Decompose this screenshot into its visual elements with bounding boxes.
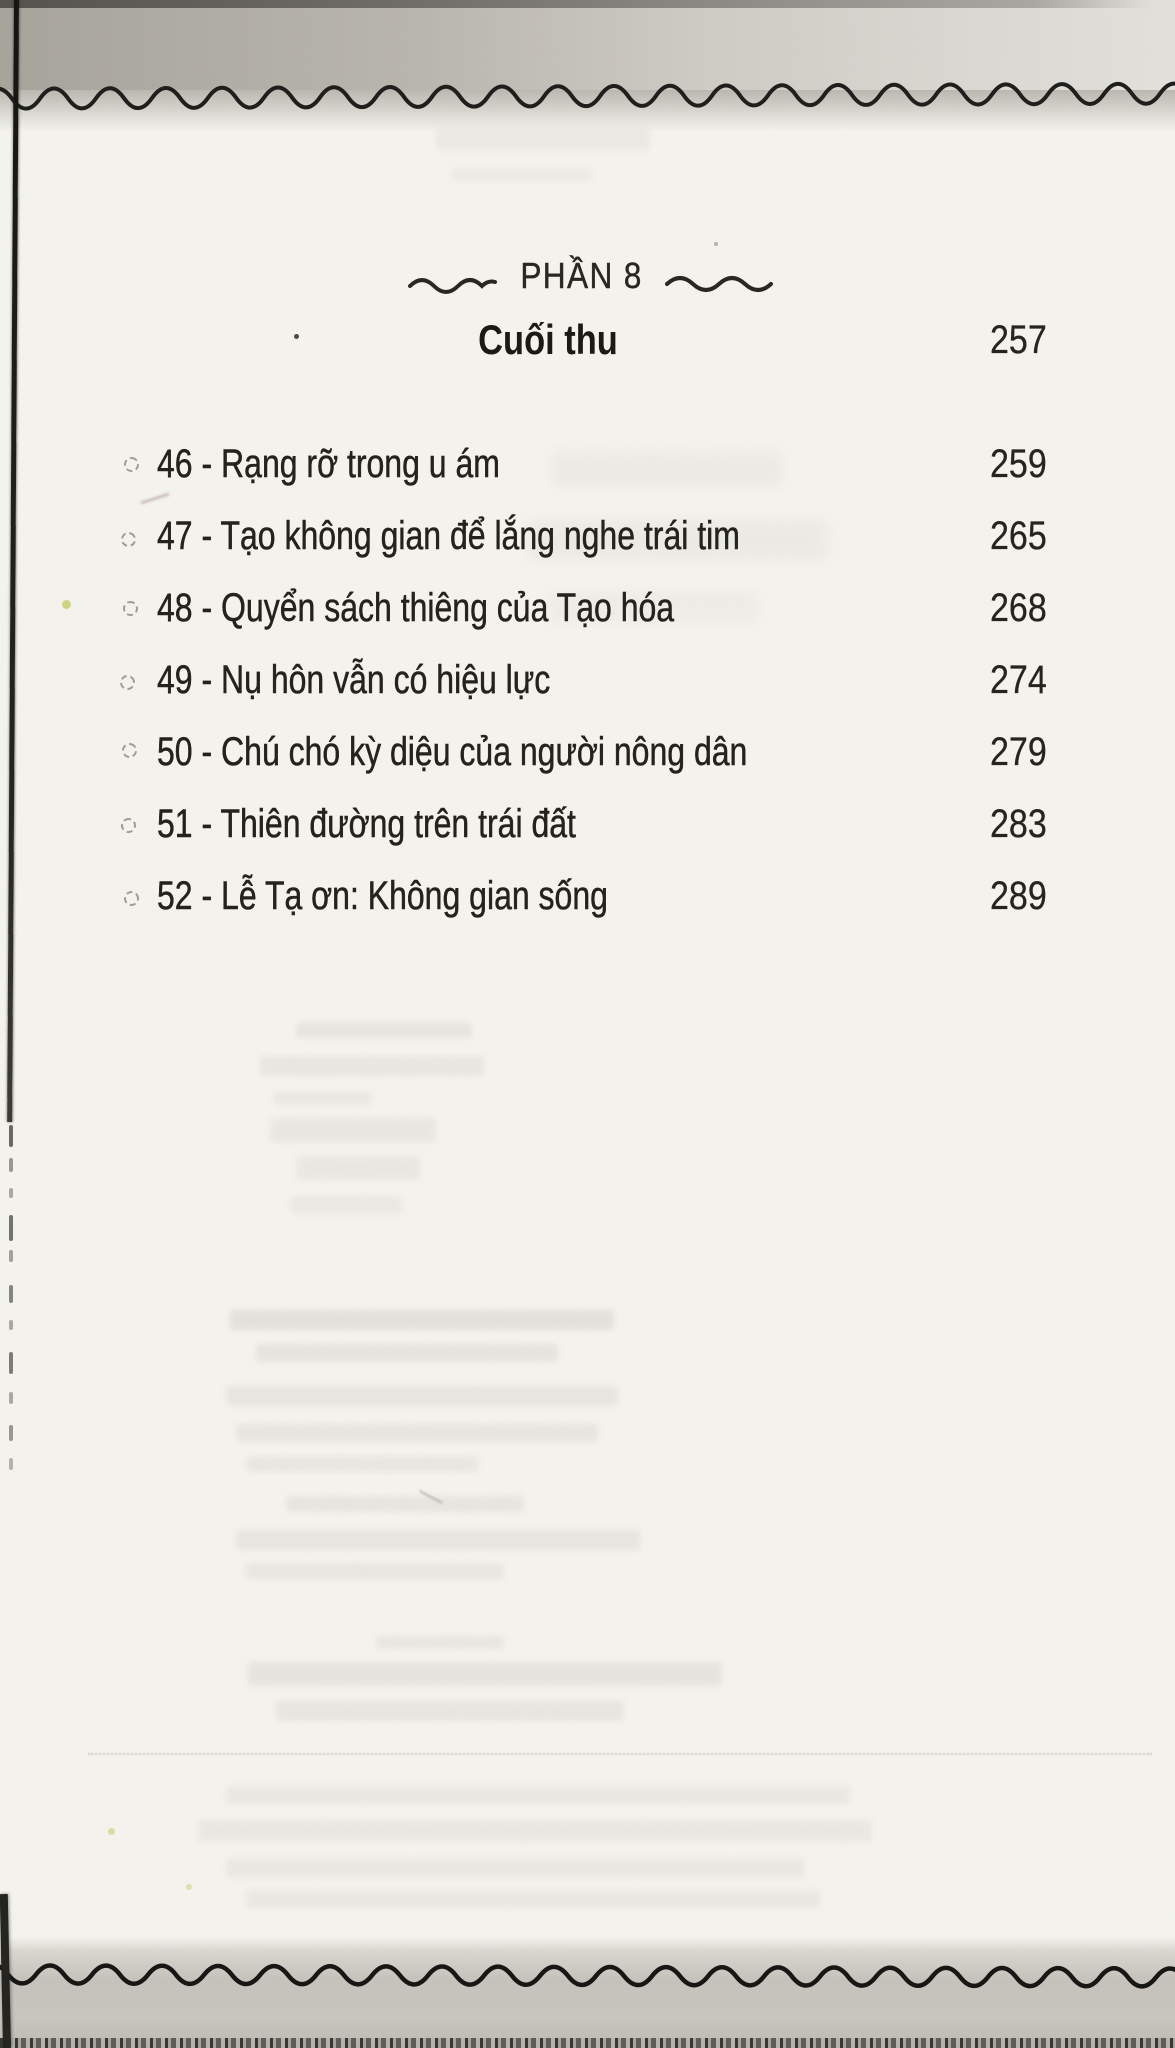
- spine-dash: [9, 1188, 13, 1198]
- scan-bottom-band-fade: [0, 1936, 1175, 1950]
- bleed-through-line: [246, 1456, 478, 1472]
- toc-item-label: 47 - Tạo không gian để lắng nghe trái tim: [157, 513, 740, 558]
- bleed-through-line: [226, 1786, 850, 1804]
- circle-bullet-icon: [118, 815, 138, 835]
- toc-item-label: 51 - Thiên đường trên trái đất: [157, 801, 576, 846]
- toc-row: [100, 860, 1047, 932]
- toc-row: [100, 428, 1047, 500]
- toc-item-label: 52 - Lễ Tạ ơn: Không gian sống: [157, 873, 608, 918]
- squiggle-right-icon: [664, 272, 778, 296]
- toc-item-page: 283: [990, 801, 1047, 846]
- toc-item-page: 268: [990, 585, 1047, 630]
- bleed-through-line: [296, 1156, 420, 1180]
- bleed-through-line: [260, 1056, 484, 1076]
- spine-dash: [9, 1215, 13, 1241]
- toc-item-page: 289: [990, 873, 1047, 918]
- spine-dash: [9, 1425, 13, 1441]
- bleed-through-line: [246, 1890, 820, 1908]
- spine-dash: [9, 1285, 13, 1303]
- paper-speck: [108, 1828, 115, 1835]
- toc-item-label: 46 - Rạng rỡ trong u ám: [157, 441, 500, 486]
- scan-top-edge-shadow: [0, 0, 1175, 8]
- bleed-through-line: [226, 1858, 804, 1878]
- circle-bullet-icon: [124, 457, 139, 472]
- spine-dash: [9, 1320, 13, 1330]
- paper-speck: [186, 1884, 192, 1890]
- bleed-through-line: [236, 1424, 598, 1442]
- spine-bottom-edge: [0, 1894, 11, 2048]
- toc-row: [100, 788, 1047, 860]
- top-wavy-border: [0, 69, 1175, 118]
- bleed-through-line: [296, 1022, 472, 1038]
- toc-item-label: 49 - Nụ hôn vẫn có hiệu lực: [157, 657, 551, 702]
- spine-dash: [9, 1352, 13, 1374]
- bleed-through-line: [236, 1530, 640, 1550]
- paper-speck: [714, 242, 718, 246]
- spine-dash: [9, 1250, 13, 1262]
- bleed-through-line: [198, 1820, 872, 1842]
- toc-list: [100, 428, 1047, 932]
- bottom-wavy-border: [0, 1952, 1175, 1995]
- bleed-through-line: [246, 1563, 504, 1579]
- circle-bullet-icon: [121, 888, 142, 909]
- part-title-row: [100, 316, 1047, 364]
- toc-item-label: 48 - Quyển sách thiêng của Tạo hóa: [157, 585, 675, 630]
- spine-dash: [9, 1125, 13, 1147]
- spine-dash: [9, 1458, 13, 1470]
- bleed-through-line: [270, 1118, 436, 1142]
- toc-row: [100, 644, 1047, 716]
- circle-bullet-icon: [121, 599, 139, 617]
- spine-dash: [9, 1158, 13, 1172]
- circle-bullet-icon: [117, 671, 138, 692]
- toc-item-page: 265: [990, 513, 1047, 558]
- circle-bullet-icon: [121, 741, 138, 758]
- part-title: Cuối thu: [478, 316, 618, 363]
- part-page-number: 257: [990, 318, 1047, 362]
- bleed-through-line: [290, 1196, 402, 1214]
- bleed-through-line: [256, 1344, 558, 1362]
- spine-dash: [9, 1392, 13, 1404]
- bleed-through-line: [436, 128, 650, 150]
- bleed-through-line: [226, 1386, 618, 1406]
- toc-row: [100, 500, 1047, 572]
- book-spine-line: [7, 0, 19, 1122]
- bleed-through-rule: [88, 1753, 1152, 1755]
- bleed-through-line: [376, 1636, 504, 1649]
- part-label: PHẦN 8: [520, 255, 643, 296]
- part-header: [0, 254, 1175, 298]
- squiggle-left-icon: [407, 272, 499, 296]
- bleed-through-line: [286, 1496, 524, 1512]
- scan-bottom-speckle: [0, 2038, 1175, 2048]
- bleed-through-line: [248, 1662, 722, 1686]
- bleed-through-line: [452, 168, 592, 181]
- toc-item-page: 259: [990, 441, 1047, 486]
- bleed-through-line: [230, 1310, 614, 1330]
- toc-item-label: 50 - Chú chó kỳ diệu của người nông dân: [157, 729, 748, 774]
- toc-item-page: 279: [990, 729, 1047, 774]
- paper-speck: [62, 600, 71, 609]
- bleed-through-line: [274, 1092, 372, 1105]
- toc-row: [100, 716, 1047, 788]
- toc-item-page: 274: [990, 657, 1047, 702]
- circle-bullet-icon: [119, 529, 138, 548]
- bleed-through-line: [276, 1701, 624, 1721]
- toc-row: [100, 572, 1047, 644]
